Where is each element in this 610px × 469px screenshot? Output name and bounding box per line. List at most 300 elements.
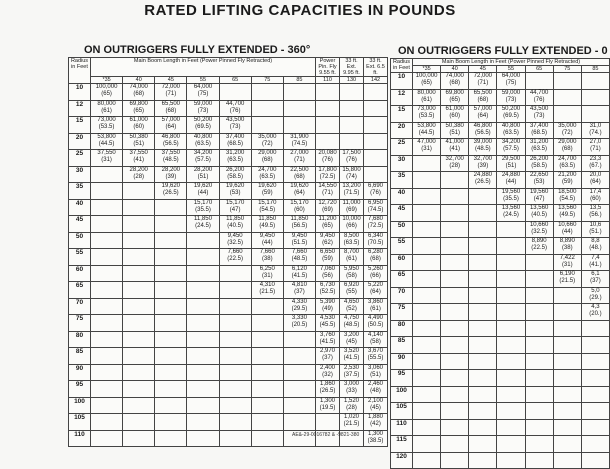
boom-angle: (65) (101, 91, 112, 97)
capacity-cell (364, 150, 388, 167)
capacity-cell (316, 232, 340, 249)
radius-cell: 50 (69, 232, 91, 249)
capacity-value: 6,650 (319, 249, 335, 255)
capacity-cell (340, 133, 364, 150)
table-row (69, 84, 388, 101)
capacity-value: 17,500 (342, 150, 361, 156)
boom-angle: (74.5) (291, 140, 308, 147)
capacity-value: 4,650 (343, 298, 359, 305)
capacity-cell (413, 139, 441, 156)
capacity-cell (581, 188, 609, 205)
boom-angle: (55) (346, 289, 357, 295)
capacity-cell (187, 331, 219, 348)
capacity-cell (123, 364, 155, 381)
boom-angle: (32.5) (227, 239, 243, 246)
capacity-cell (497, 386, 525, 403)
capacity-cell (155, 364, 187, 381)
capacity-cell (581, 287, 609, 304)
capacity-cell (553, 353, 581, 370)
capacity-cell (581, 139, 609, 156)
boom-length-col: 85 (283, 77, 315, 84)
capacity-cell (581, 337, 609, 354)
capacity-value: 10,660 (529, 221, 549, 228)
boom-angle: (22.5) (531, 245, 547, 251)
table-row (391, 271, 610, 288)
capacity-cell (413, 320, 441, 337)
boom-angle: (53.5) (98, 124, 115, 130)
capacity-cell (469, 370, 497, 387)
capacity-value: 23,3 (589, 155, 602, 162)
boom-angle: (66) (370, 272, 381, 279)
capacity-cell (364, 331, 388, 348)
capacity-cell (340, 150, 364, 167)
capacity-cell (413, 172, 441, 189)
capacity-cell (553, 205, 581, 222)
capacity-cell (441, 436, 469, 453)
capacity-cell (251, 348, 283, 365)
capacity-cell (581, 238, 609, 255)
capacity-cell (155, 298, 187, 315)
boom-angle: (45) (370, 404, 381, 411)
boom-angle: (59) (561, 179, 573, 185)
boom-angle: (44) (261, 239, 273, 246)
boom-angle: (40.5) (227, 223, 243, 229)
capacity-cell (553, 89, 581, 106)
capacity-cell (155, 381, 187, 398)
radius-cell: 40 (69, 199, 91, 216)
capacity-value: 28,200 (129, 166, 148, 173)
boom-angle: (21.5) (559, 278, 576, 284)
boom-angle: (49) (322, 305, 333, 312)
capacity-cell (219, 397, 251, 414)
capacity-value: 3,670 (367, 348, 383, 354)
boom-angle: (50.5) (367, 322, 384, 328)
radius-cell: 90 (391, 353, 413, 370)
capacity-value: 19,620 (193, 183, 213, 189)
capacity-cell (441, 337, 469, 354)
radius-cell: 65 (69, 282, 91, 299)
boom-angle: (48.5) (343, 322, 360, 328)
capacity-cell (219, 166, 251, 183)
table1-body (69, 84, 388, 447)
capacity-value: 21,200 (558, 172, 577, 178)
page-title: RATED LIFTING CAPACITIES IN POUNDS (144, 2, 456, 19)
capacity-value: 4,140 (367, 331, 383, 338)
capacity-cell (340, 364, 364, 381)
capacity-cell (155, 397, 187, 414)
capacity-cell (497, 353, 525, 370)
capacity-value: 53,800 (97, 133, 116, 140)
radius-header: Radius in Feet (391, 59, 413, 73)
table-row (391, 205, 610, 222)
boom-length-col: 85 (581, 66, 609, 73)
capacity-cell (283, 117, 315, 134)
capacity-cell (283, 84, 315, 101)
table-row (69, 216, 388, 233)
capacity-value: 14,550 (318, 183, 337, 189)
boom-length-col: 110 (316, 77, 340, 84)
capacity-cell (155, 216, 187, 233)
table-row (391, 320, 610, 337)
boom-angle: (37) (294, 289, 305, 295)
capacity-cell (187, 199, 219, 216)
capacity-value: 9,450 (319, 232, 335, 239)
capacity-value: 65,500 (473, 89, 493, 96)
capacity-cell (553, 386, 581, 403)
capacity-cell (553, 304, 581, 321)
capacity-cell (553, 320, 581, 337)
boom-length-col: 65 (525, 66, 553, 73)
capacity-cell (525, 122, 553, 139)
capacity-value: 6,280 (367, 249, 383, 255)
capacity-cell (123, 117, 155, 134)
capacity-cell (219, 348, 251, 365)
capacity-cell (525, 238, 553, 255)
capacity-value: 44,700 (225, 100, 245, 107)
capacity-cell (340, 348, 364, 365)
capacity-cell (123, 348, 155, 365)
boom-angle: (63.5) (503, 129, 519, 136)
boom-angle: (20.5) (291, 322, 308, 328)
table-row (391, 452, 610, 469)
capacity-cell (469, 419, 497, 436)
table-row (391, 419, 610, 436)
boom-length-col: 45 (155, 77, 187, 84)
capacity-cell (469, 254, 497, 271)
capacity-value: 9,450 (291, 232, 307, 239)
capacity-value: 6,1 (591, 271, 600, 277)
capacity-value: 19,620 (161, 183, 181, 189)
radius-cell: 95 (69, 381, 91, 398)
capacity-cell (316, 117, 340, 134)
capacity-cell (219, 381, 251, 398)
capacity-cell (581, 436, 609, 453)
capacity-cell (413, 370, 441, 387)
capacity-value: 11,850 (194, 216, 212, 222)
boom-angle: (54.5) (259, 206, 276, 213)
capacity-cell (525, 403, 553, 420)
capacity-cell (251, 100, 283, 117)
capacity-value: 2,970 (319, 348, 335, 354)
capacity-cell (497, 122, 525, 139)
capacity-value: 5,0 (591, 287, 600, 294)
boom-angle: (68.5) (531, 129, 547, 136)
capacity-cell (219, 315, 251, 332)
boom-angle: (65) (421, 80, 432, 86)
capacity-cell (497, 436, 525, 453)
capacity-value: 6,120 (291, 265, 307, 272)
capacity-value: 4,530 (319, 315, 335, 321)
capacity-cell (91, 298, 123, 315)
boom-angle: (74) (346, 173, 357, 180)
boom-angle: (73) (197, 107, 209, 114)
radius-cell: 75 (69, 315, 91, 332)
capacity-value: 17,800 (318, 166, 337, 173)
capacity-cell (219, 364, 251, 381)
capacity-cell (553, 139, 581, 156)
capacity-cell (316, 397, 340, 414)
capacity-value: 3,520 (343, 348, 359, 354)
capacity-cell (581, 320, 609, 337)
capacity-cell (91, 381, 123, 398)
radius-cell: 25 (391, 139, 413, 156)
capacity-value: 80,000 (97, 100, 116, 107)
boom-angle: (31) (101, 157, 112, 163)
capacity-cell (187, 430, 219, 447)
capacity-cell (441, 172, 469, 189)
capacity-cell (581, 370, 609, 387)
radius-cell: 45 (69, 216, 91, 233)
table-row (391, 221, 610, 238)
boom-angle: (63.5) (343, 239, 360, 246)
capacity-cell (283, 348, 315, 365)
capacity-cell (187, 381, 219, 398)
capacity-cell (123, 183, 155, 200)
capacity-cell (525, 106, 553, 123)
boom-angle: (53) (229, 190, 241, 196)
capacity-cell (316, 166, 340, 183)
capacity-cell (219, 117, 251, 134)
capacity-cell (553, 271, 581, 288)
capacity-value: 15,170 (225, 199, 245, 206)
capacity-value: 7,4 (591, 254, 600, 261)
capacity-value: 28,200 (193, 166, 213, 173)
capacity-value: 7,060 (319, 265, 335, 272)
capacity-cell (413, 353, 441, 370)
boom-angle: (51) (197, 173, 209, 180)
capacity-cell (123, 265, 155, 282)
capacity-cell (497, 73, 525, 90)
capacity-cell (316, 199, 340, 216)
capacity-value: 7,422 (559, 254, 575, 261)
capacity-cell (187, 265, 219, 282)
boom-angle: (49.5) (559, 212, 576, 218)
boom-angle: (53.5) (418, 113, 435, 119)
capacity-cell (123, 397, 155, 414)
capacity-value: 40,800 (501, 122, 521, 129)
capacity-cell (187, 348, 219, 365)
capacity-cell (364, 282, 388, 299)
capacity-cell (364, 84, 388, 101)
capacity-cell (413, 403, 441, 420)
capacity-cell (316, 315, 340, 332)
capacity-cell (187, 282, 219, 299)
capacity-cell (123, 249, 155, 266)
capacity-table-360 (68, 57, 388, 447)
capacity-cell (497, 452, 525, 469)
capacity-cell (497, 419, 525, 436)
capacity-value: 69,800 (129, 100, 148, 107)
capacity-cell (553, 155, 581, 172)
capacity-value: 37,550 (161, 150, 181, 156)
boom-angle: (76) (229, 107, 241, 114)
capacity-cell (441, 271, 469, 288)
capacity-value: 72,000 (161, 84, 181, 90)
capacity-cell (123, 166, 155, 183)
capacity-value: 3,000 (343, 381, 359, 387)
capacity-cell (497, 271, 525, 288)
capacity-cell (316, 282, 340, 299)
capacity-cell (187, 364, 219, 381)
boom-length-col: *35 (91, 77, 123, 84)
capacity-cell (525, 73, 553, 90)
capacity-cell (525, 155, 553, 172)
capacity-cell (413, 386, 441, 403)
capacity-cell (364, 249, 388, 266)
radius-cell: 15 (391, 106, 413, 123)
boom-angle: (31) (261, 272, 273, 279)
capacity-cell (364, 348, 388, 365)
boom-angle: (44.5) (418, 129, 435, 136)
capacity-cell (364, 315, 388, 332)
capacity-value: 57,000 (473, 106, 493, 112)
radius-cell: 10 (69, 84, 91, 101)
capacity-cell (155, 183, 187, 200)
boom-angle: (56.5) (475, 129, 491, 136)
capacity-value: 4,3 (591, 304, 600, 310)
boom-angle: (42) (370, 421, 381, 427)
capacity-value: 6,950 (367, 199, 383, 206)
boom-angle: (76) (322, 157, 333, 163)
table-row (69, 282, 388, 299)
capacity-value: 13,200 (342, 183, 361, 189)
capacity-cell (441, 122, 469, 139)
boom-angle: (21.5) (343, 421, 360, 427)
boom-angle: (19.5) (319, 404, 336, 411)
boom-angle: (51) (449, 129, 461, 136)
boom-angle: (72.5) (367, 223, 384, 229)
capacity-value: 65,500 (161, 100, 181, 107)
table-row (69, 381, 388, 398)
capacity-value: 8,500 (343, 232, 359, 239)
capacity-cell (316, 84, 340, 101)
boom-angle: (39) (477, 162, 489, 169)
capacity-cell (91, 133, 123, 150)
capacity-cell (91, 183, 123, 200)
table-row (69, 183, 388, 200)
capacity-cell (316, 249, 340, 266)
capacity-value: 5,950 (343, 265, 359, 272)
capacity-cell (283, 364, 315, 381)
capacity-cell (413, 73, 441, 90)
radius-cell: 65 (391, 271, 413, 288)
capacity-cell (316, 216, 340, 233)
capacity-cell (441, 155, 469, 172)
power-fly-header: Power Pin. Fly 9.55 ft. (316, 58, 340, 77)
capacity-cell (316, 298, 340, 315)
boom-angle: (63.5) (195, 140, 211, 147)
boom-angle: (71) (477, 80, 489, 86)
boom-angle: (64) (294, 190, 305, 196)
boom-angle: (65) (449, 96, 461, 103)
capacity-cell (316, 414, 340, 431)
capacity-cell (469, 89, 497, 106)
capacity-value: 7,660 (259, 249, 275, 255)
capacity-value: 1,880 (367, 414, 383, 420)
capacity-cell (581, 419, 609, 436)
capacity-cell (251, 199, 283, 216)
capacity-value: 57,000 (161, 117, 181, 123)
boom-angle: (26.5) (475, 179, 491, 185)
capacity-value: 1,020 (343, 414, 359, 420)
capacity-cell (283, 249, 315, 266)
boom-angle: (35.5) (195, 206, 211, 213)
capacity-cell (497, 155, 525, 172)
capacity-cell (316, 150, 340, 167)
capacity-value: 61,000 (129, 117, 148, 123)
table-row (391, 386, 610, 403)
capacity-cell (553, 452, 581, 469)
capacity-cell (469, 73, 497, 90)
capacity-value: 12,720 (318, 199, 337, 206)
boom-angle: (56.5) (291, 223, 308, 229)
capacity-cell (219, 199, 251, 216)
boom-angle: (48) (370, 388, 381, 394)
boom-angle: (71) (322, 190, 333, 196)
capacity-cell (525, 436, 553, 453)
capacity-cell (91, 331, 123, 348)
capacity-cell (123, 282, 155, 299)
boom-angle: (29.) (589, 294, 602, 301)
boom-angle: (57.5) (195, 157, 211, 163)
capacity-cell (91, 232, 123, 249)
capacity-cell (525, 337, 553, 354)
capacity-cell (91, 315, 123, 332)
capacity-cell (441, 238, 469, 255)
capacity-cell (364, 232, 388, 249)
capacity-cell (316, 331, 340, 348)
table-row (391, 188, 610, 205)
capacity-cell (91, 414, 123, 431)
table-row (69, 117, 388, 134)
capacity-value: 4,330 (291, 298, 307, 305)
capacity-cell (123, 331, 155, 348)
table-row (69, 249, 388, 266)
capacity-value: 7,680 (367, 216, 383, 222)
capacity-cell (283, 414, 315, 431)
radius-cell: 105 (69, 414, 91, 431)
capacity-cell (123, 216, 155, 233)
capacity-cell (251, 397, 283, 414)
capacity-cell (581, 386, 609, 403)
boom-angle: (37) (322, 355, 333, 361)
capacity-cell (413, 221, 441, 238)
boom-length-col: 130 (340, 77, 364, 84)
capacity-cell (219, 282, 251, 299)
table1-footnote: AE&-29-0016782 & -9821-380 (292, 432, 360, 438)
capacity-cell (123, 315, 155, 332)
capacity-cell (364, 183, 388, 200)
capacity-value: 4,810 (291, 282, 307, 288)
radius-cell: 80 (391, 320, 413, 337)
table-row (69, 150, 388, 167)
boom-angle: (74.) (589, 129, 602, 136)
capacity-value: 6,340 (367, 232, 383, 239)
capacity-cell (187, 315, 219, 332)
capacity-cell (497, 188, 525, 205)
capacity-cell (553, 172, 581, 189)
table-row (391, 139, 610, 156)
capacity-cell (497, 139, 525, 156)
capacity-value: 8,890 (559, 238, 575, 244)
capacity-cell (525, 353, 553, 370)
capacity-cell (525, 139, 553, 156)
capacity-cell (525, 89, 553, 106)
boom-angle: (64) (370, 289, 381, 295)
radius-cell: 60 (69, 265, 91, 282)
capacity-value: 13,560 (529, 205, 549, 211)
capacity-value: 22,500 (290, 166, 309, 173)
